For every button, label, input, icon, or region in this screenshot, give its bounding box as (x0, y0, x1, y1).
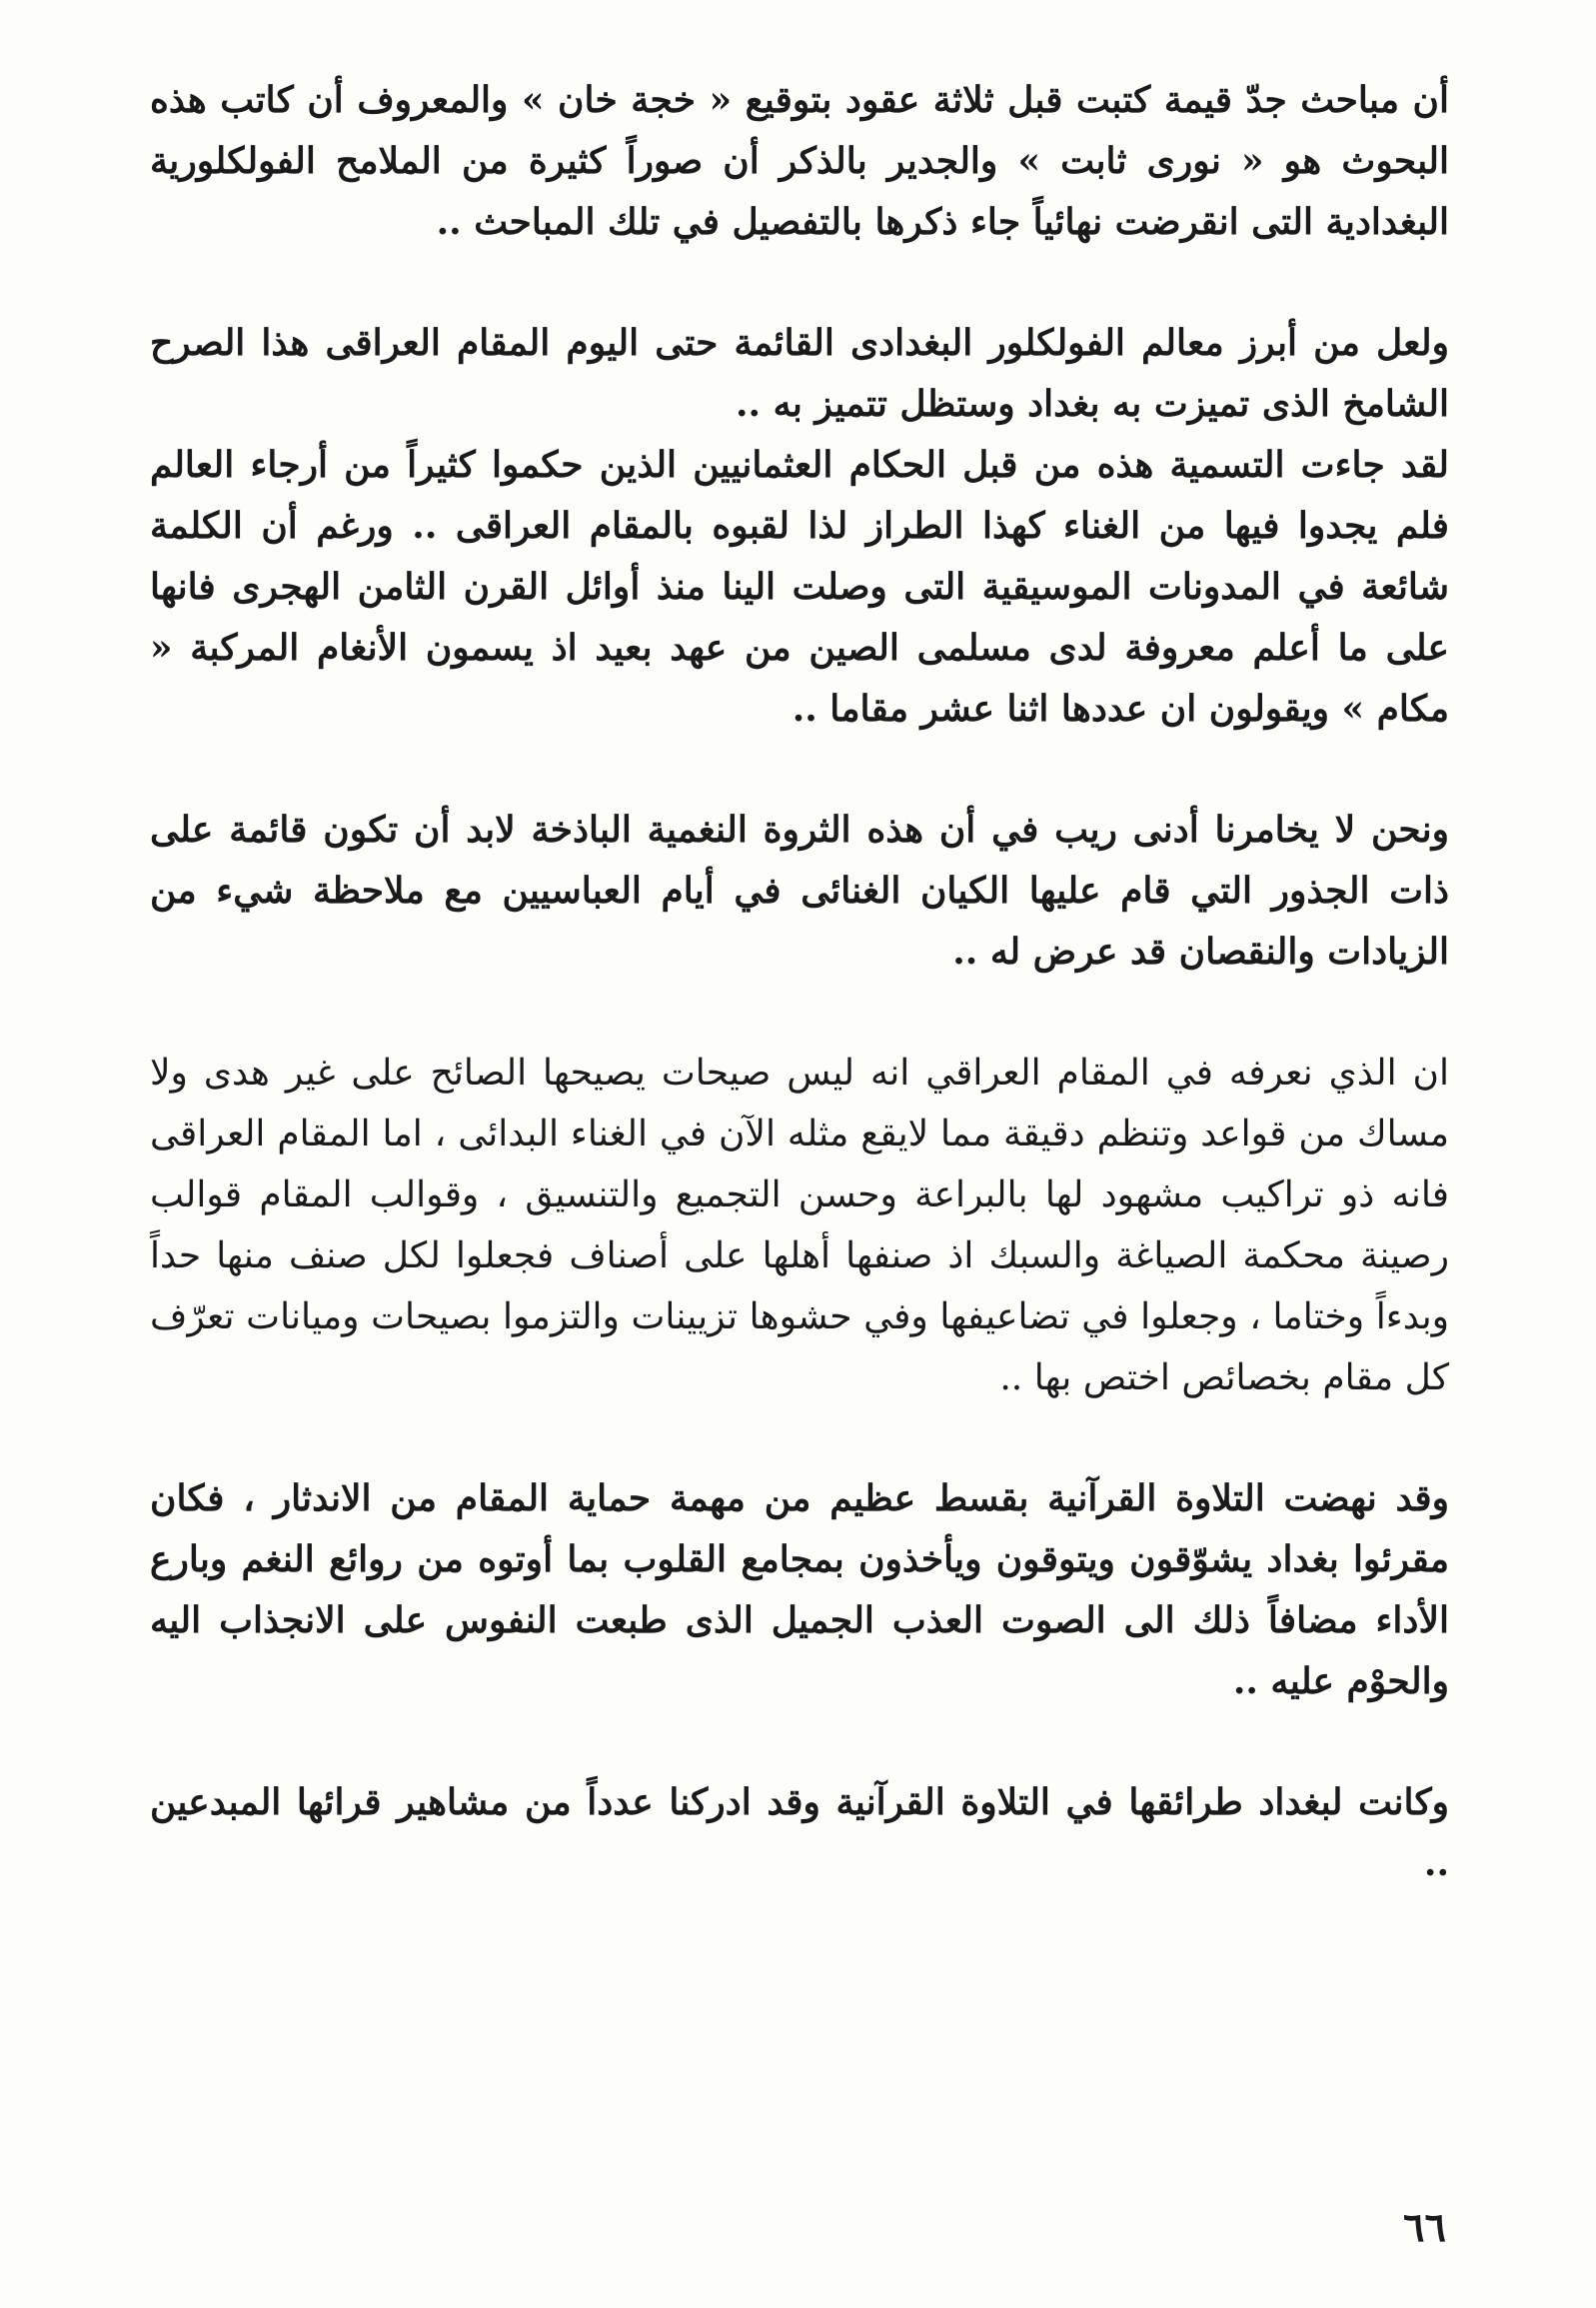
paragraph-3: لقد جاءت التسمية هذه من قبل الحكام العثمانيين الذين حكموا كثيراً من أرجاء العالم فلم يجدوا فيها من الغناء كهذا الطراز لذا لقبوه بالمقام العراقى .. ورغم أن الكلمة شائعة في المدونات الموسيقية التى وصلت الينا منذ أوائل القرن الثامن الهجرى فانها على ما أعلم معروفة لدى مسلمى الصين من عهد بعيد اذ يسمون الأنغام المركبة « مكام » ويقولون ان عددها اثنا عشر مقاما .. (150, 444, 1449, 730)
page-body (150, 70, 1449, 1894)
paragraph-6: وقد نهضت التلاوة القرآنية بقسط عظيم من مهمة حماية المقام من الاندثار ، فكان مقرئوا بغداد يشوّقون ويتوقون ويأخذون بمجامع القلوب بما أوتوه من روائع النغم وبارع الأداء مضافاً ذلك الى الصوت العذب الجميل الذى طبعت النفوس على الانجذاب اليه والحوْم عليه .. (150, 1477, 1449, 1702)
paragraph-7: وكانت لبغداد طرائقها في التلاوة القرآنية وقد ادركنا عدداً من مشاهير قرائها المبدعين .. (150, 1781, 1449, 1884)
page-number: ٦٦ (1403, 2204, 1446, 2251)
paragraph-5: ان الذي نعرفه في المقام العراقي انه ليس صيحات يصيحها الصائح على غير هدى ولا مساك من قواعد وتنظم دقيقة مما لايقع مثله الآن في الغناء البدائى ، اما المقام العراقى فانه ذو تراكيب مشهود لها بالبراعة وحسن التجميع والتنسيق ، وقوالب المقام قوالب رصينة محكمة الصياغة والسبك اذ صنفها أهلها على أصناف فجعلوا لكل صنف منها حداً وبدءاً وختاما ، وجعلوا في تضاعيفها وفي حشوها تزيينات والتزموا بصيحات وميانات تعرّف كل مقام بخصائص اختص بها .. (150, 1053, 1449, 1398)
paragraph-gap (150, 253, 1449, 313)
paragraph-gap (150, 1712, 1449, 1772)
paragraph-gap (150, 740, 1449, 800)
paragraph-1: أن مباحث جدّ قيمة كتبت قبل ثلاثة عقود بتوقيع « خجة خان » والمعروف أن كاتب هذه البحوث هو « نورى ثابت » والجدير بالذكر أن صوراً كثيرة من الملامح الفولكلورية البغدادية التى انقرضت نهائياً جاء ذكرها بالتفصيل في تلك المباحث .. (150, 79, 1449, 243)
paragraph-gap (150, 1408, 1449, 1468)
paragraph-4: ونحن لا يخامرنا أدنى ريب في أن هذه الثروة النغمية الباذخة لابد أن تكون قائمة على ذات الجذور التي قام عليها الكيان الغنائى في أيام العباسيين مع ملاحظة شيء من الزيادات والنقصان قد عرض له .. (150, 809, 1449, 973)
paragraph-2: ولعل من أبرز معالم الفولكلور البغدادى القائمة حتى اليوم المقام العراقى هذا الصرح الشامخ الذى تميزت به بغداد وستظل تتميز به .. (150, 322, 1449, 425)
paragraph-gap (150, 983, 1449, 1043)
